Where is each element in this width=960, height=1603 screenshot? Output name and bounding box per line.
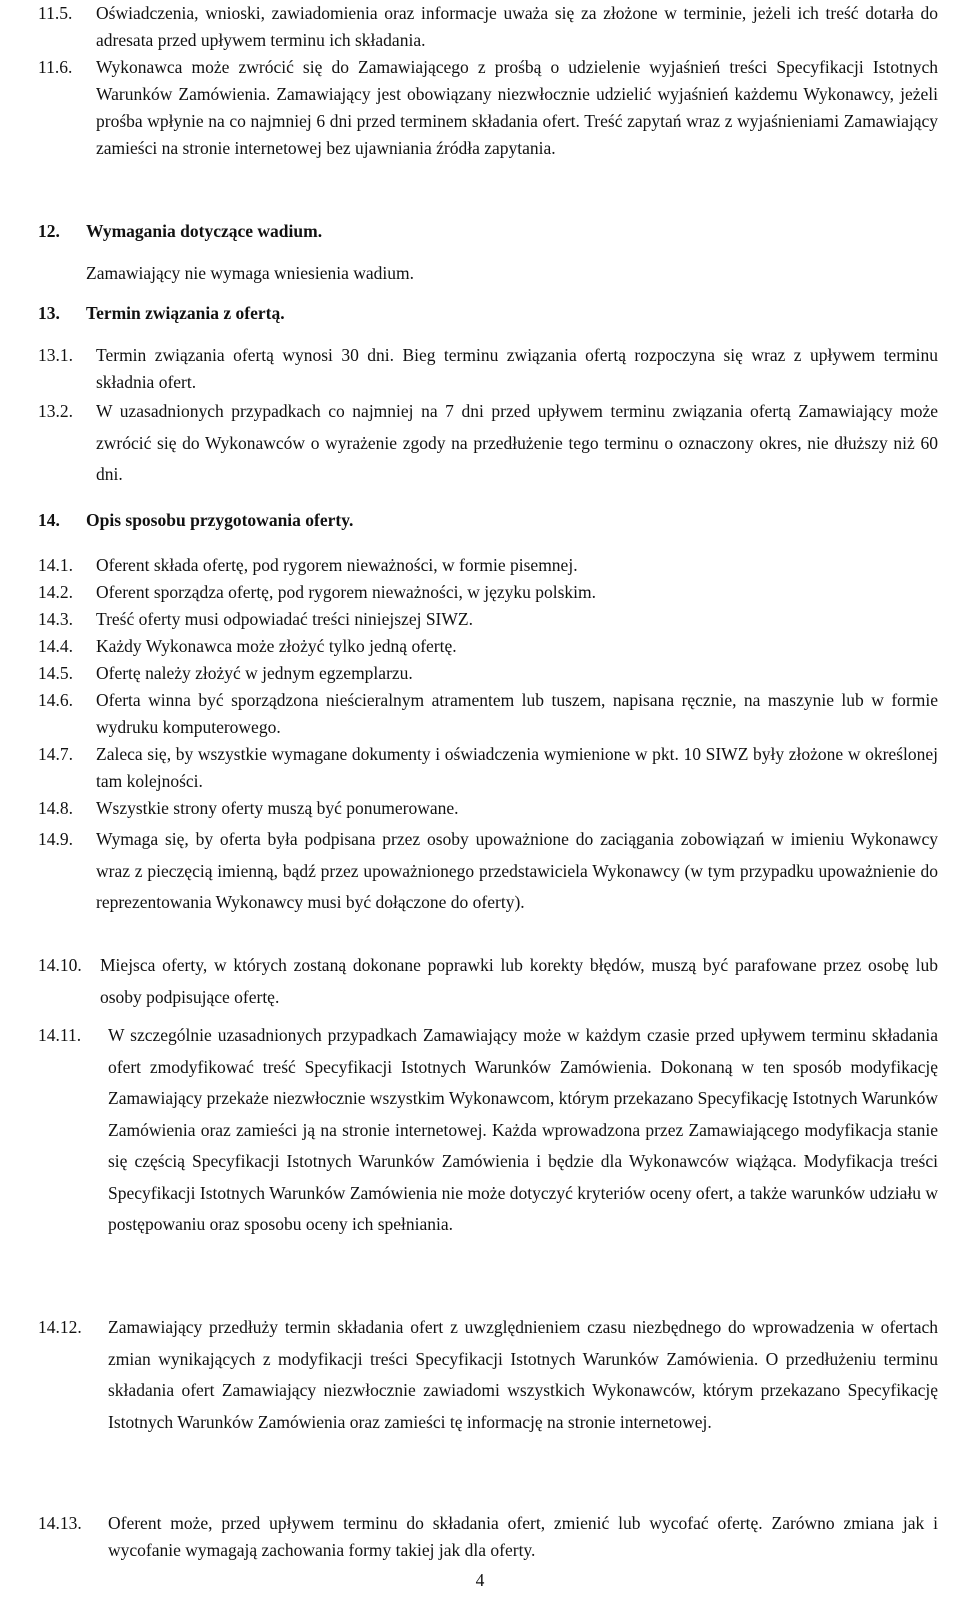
item-number: 14.2. <box>38 582 73 602</box>
item-14-1 <box>38 552 938 579</box>
item-text: Oświadczenia, wnioski, zawiadomienia oraz informacje uważa się za złożone w terminie, jeżeli ich treść dotarła do adresata przed upływem terminu ich składania. <box>96 3 938 50</box>
item-14-3 <box>38 606 938 633</box>
item-number: 14.9. <box>38 829 73 849</box>
item-number: 11.5. <box>38 3 73 23</box>
section-title: Termin związania z ofertą. <box>86 303 285 323</box>
item-14-5 <box>38 660 938 687</box>
item-text: Oferta winna być sporządzona nieścieralnym atramentem lub tuszem, napisana ręcznie, na maszynie lub w formie wydruku komputerowego. <box>96 690 938 737</box>
item-text: Wykonawca może zwrócić się do Zamawiającego z prośbą o udzielenie wyjaśnień treści Specyfikacji Istotnych Warunków Zamówienia. Zamawiający jest obowiązany niezwłocznie udzielić wyjaśnień każdemu Wykonawcy, jeżeli prośba wpłynie na co najmniej 6 dni przed terminem składania ofert. Treść zapytań wraz z wyjaśnieniami Zamawiający zamieści na stronie internetowej bez ujawniania źródła zapytania. <box>96 57 938 158</box>
item-text: Każdy Wykonawca może złożyć tylko jedną ofertę. <box>96 636 457 656</box>
section-number: 14. <box>38 510 60 530</box>
item-number: 14.7. <box>38 744 73 764</box>
item-11-5 <box>38 0 938 54</box>
section-title: Wymagania dotyczące wadium. <box>86 221 323 241</box>
item-14-6 <box>38 687 938 741</box>
item-14-12 <box>38 1312 938 1438</box>
item-text: W szczególnie uzasadnionych przypadkach Zamawiający może w każdym czasie przed upływem terminu składania ofert zmodyfikować treść Specyfikacji Istotnych Warunków Zamówienia. Dokonaną w ten sposób modyfikację Zamawiający przekaże niezwłocznie wszystkim Wykonawcom, którym przekazano Specyfikację Istotnych Warunków Zamówienia oraz zamieści ją na stronie internetowej. Każda wprowadzona przez Zamawiającego modyfikacja stanie się częścią Specyfikacji Istotnych Warunków Zamówienia i będzie dla Wykonawców wiążąca. Modyfikacja treści Specyfikacji Istotnych Warunków Zamówienia nie może dotyczyć kryteriów oceny ofert, a także warunków udziału w postępowaniu oraz sposobu oceny ich spełniania. <box>108 1025 938 1234</box>
item-text: Zaleca się, by wszystkie wymagane dokumenty i oświadczenia wymienione w pkt. 10 SIWZ były złożone w określonej tam kolejności. <box>96 744 938 791</box>
item-number: 14.1. <box>38 555 73 575</box>
item-text: Oferent sporządza ofertę, pod rygorem nieważności, w języku polskim. <box>96 582 597 602</box>
section-number: 13. <box>38 303 60 323</box>
section-number: 12. <box>38 221 60 241</box>
item-14-2 <box>38 579 938 606</box>
item-text: Miejsca oferty, w których zostaną dokonane poprawki lub korekty błędów, muszą być parafowane przez osobę lub osoby podpisujące ofertę. <box>100 955 938 1007</box>
item-text: Wymaga się, by oferta była podpisana przez osoby upoważnione do zaciągania zobowiązań w imieniu Wykonawcy wraz z pieczęcią imienną, bądź przez upoważnionego przedstawiciela Wykonawcy (w tym przypadku upoważnienie do reprezentowania Wykonawcy musi być dołączone do oferty). <box>96 829 938 912</box>
item-text: W uzasadnionych przypadkach co najmniej na 7 dni przed upływem terminu związania ofertą Zamawiający może zwrócić się do Wykonawców o wyrażenie zgody na przedłużenie tego terminu o oznaczony okres, nie dłuższy niż 60 dni. <box>96 401 938 484</box>
item-number: 13.2. <box>38 401 73 421</box>
section-12-text <box>38 260 938 287</box>
item-14-4 <box>38 633 938 660</box>
item-11-6 <box>38 54 938 162</box>
item-number: 11.6. <box>38 57 73 77</box>
item-text: Zamawiający przedłuży termin składania ofert z uwzględnieniem czasu niezbędnego do wprowadzenia w ofertach zmian wynikających z modyfikacji treści Specyfikacji Istotnych Warunków Zamówienia. O przedłużeniu terminu składania ofert Zamawiający niezwłocznie zawiadomi wszystkich Wykonawców, którym przekazano Specyfikację Istotnych Warunków Zamówienia oraz zamieści tę informację na stronie internetowej. <box>108 1317 938 1432</box>
section-title: Opis sposobu przygotowania oferty. <box>86 510 354 530</box>
item-number: 14.8. <box>38 798 73 818</box>
item-number: 13.1. <box>38 345 73 365</box>
item-text: Ofertę należy złożyć w jednym egzemplarzu. <box>96 663 413 683</box>
item-14-8 <box>38 795 938 822</box>
page-number: 4 <box>475 1570 485 1590</box>
item-14-11 <box>38 1020 938 1241</box>
paragraph-text: Zamawiający nie wymaga wniesienia wadium. <box>86 263 415 283</box>
item-number: 14.6. <box>38 690 73 710</box>
item-14-13 <box>38 1510 938 1564</box>
item-14-10 <box>38 950 938 1013</box>
section-12-heading <box>38 218 938 245</box>
item-number: 14.12. <box>38 1317 82 1337</box>
item-13-1 <box>38 342 938 396</box>
section-14-heading <box>38 507 938 534</box>
item-text: Termin związania ofertą wynosi 30 dni. Bieg terminu związania ofertą rozpoczyna się wraz z upływem terminu składnia ofert. <box>96 345 938 392</box>
item-13-2 <box>38 396 938 491</box>
item-text: Oferent może, przed upływem terminu do składania ofert, zmienić lub wycofać ofertę. Zarówno zmiana jak i wycofanie wymagają zachowania formy takiej jak dla oferty. <box>108 1513 938 1560</box>
section-13-heading <box>38 300 938 327</box>
item-14-7 <box>38 741 938 795</box>
item-text: Oferent składa ofertę, pod rygorem nieważności, w formie pisemnej. <box>96 555 578 575</box>
item-number: 14.11. <box>38 1025 82 1045</box>
item-number: 14.10. <box>38 955 82 975</box>
item-text: Wszystkie strony oferty muszą być ponumerowane. <box>96 798 459 818</box>
item-number: 14.3. <box>38 609 73 629</box>
item-number: 14.4. <box>38 636 73 656</box>
item-14-9 <box>38 824 938 919</box>
item-number: 14.5. <box>38 663 73 683</box>
item-number: 14.13. <box>38 1513 82 1533</box>
item-text: Treść oferty musi odpowiadać treści niniejszej SIWZ. <box>96 609 473 629</box>
